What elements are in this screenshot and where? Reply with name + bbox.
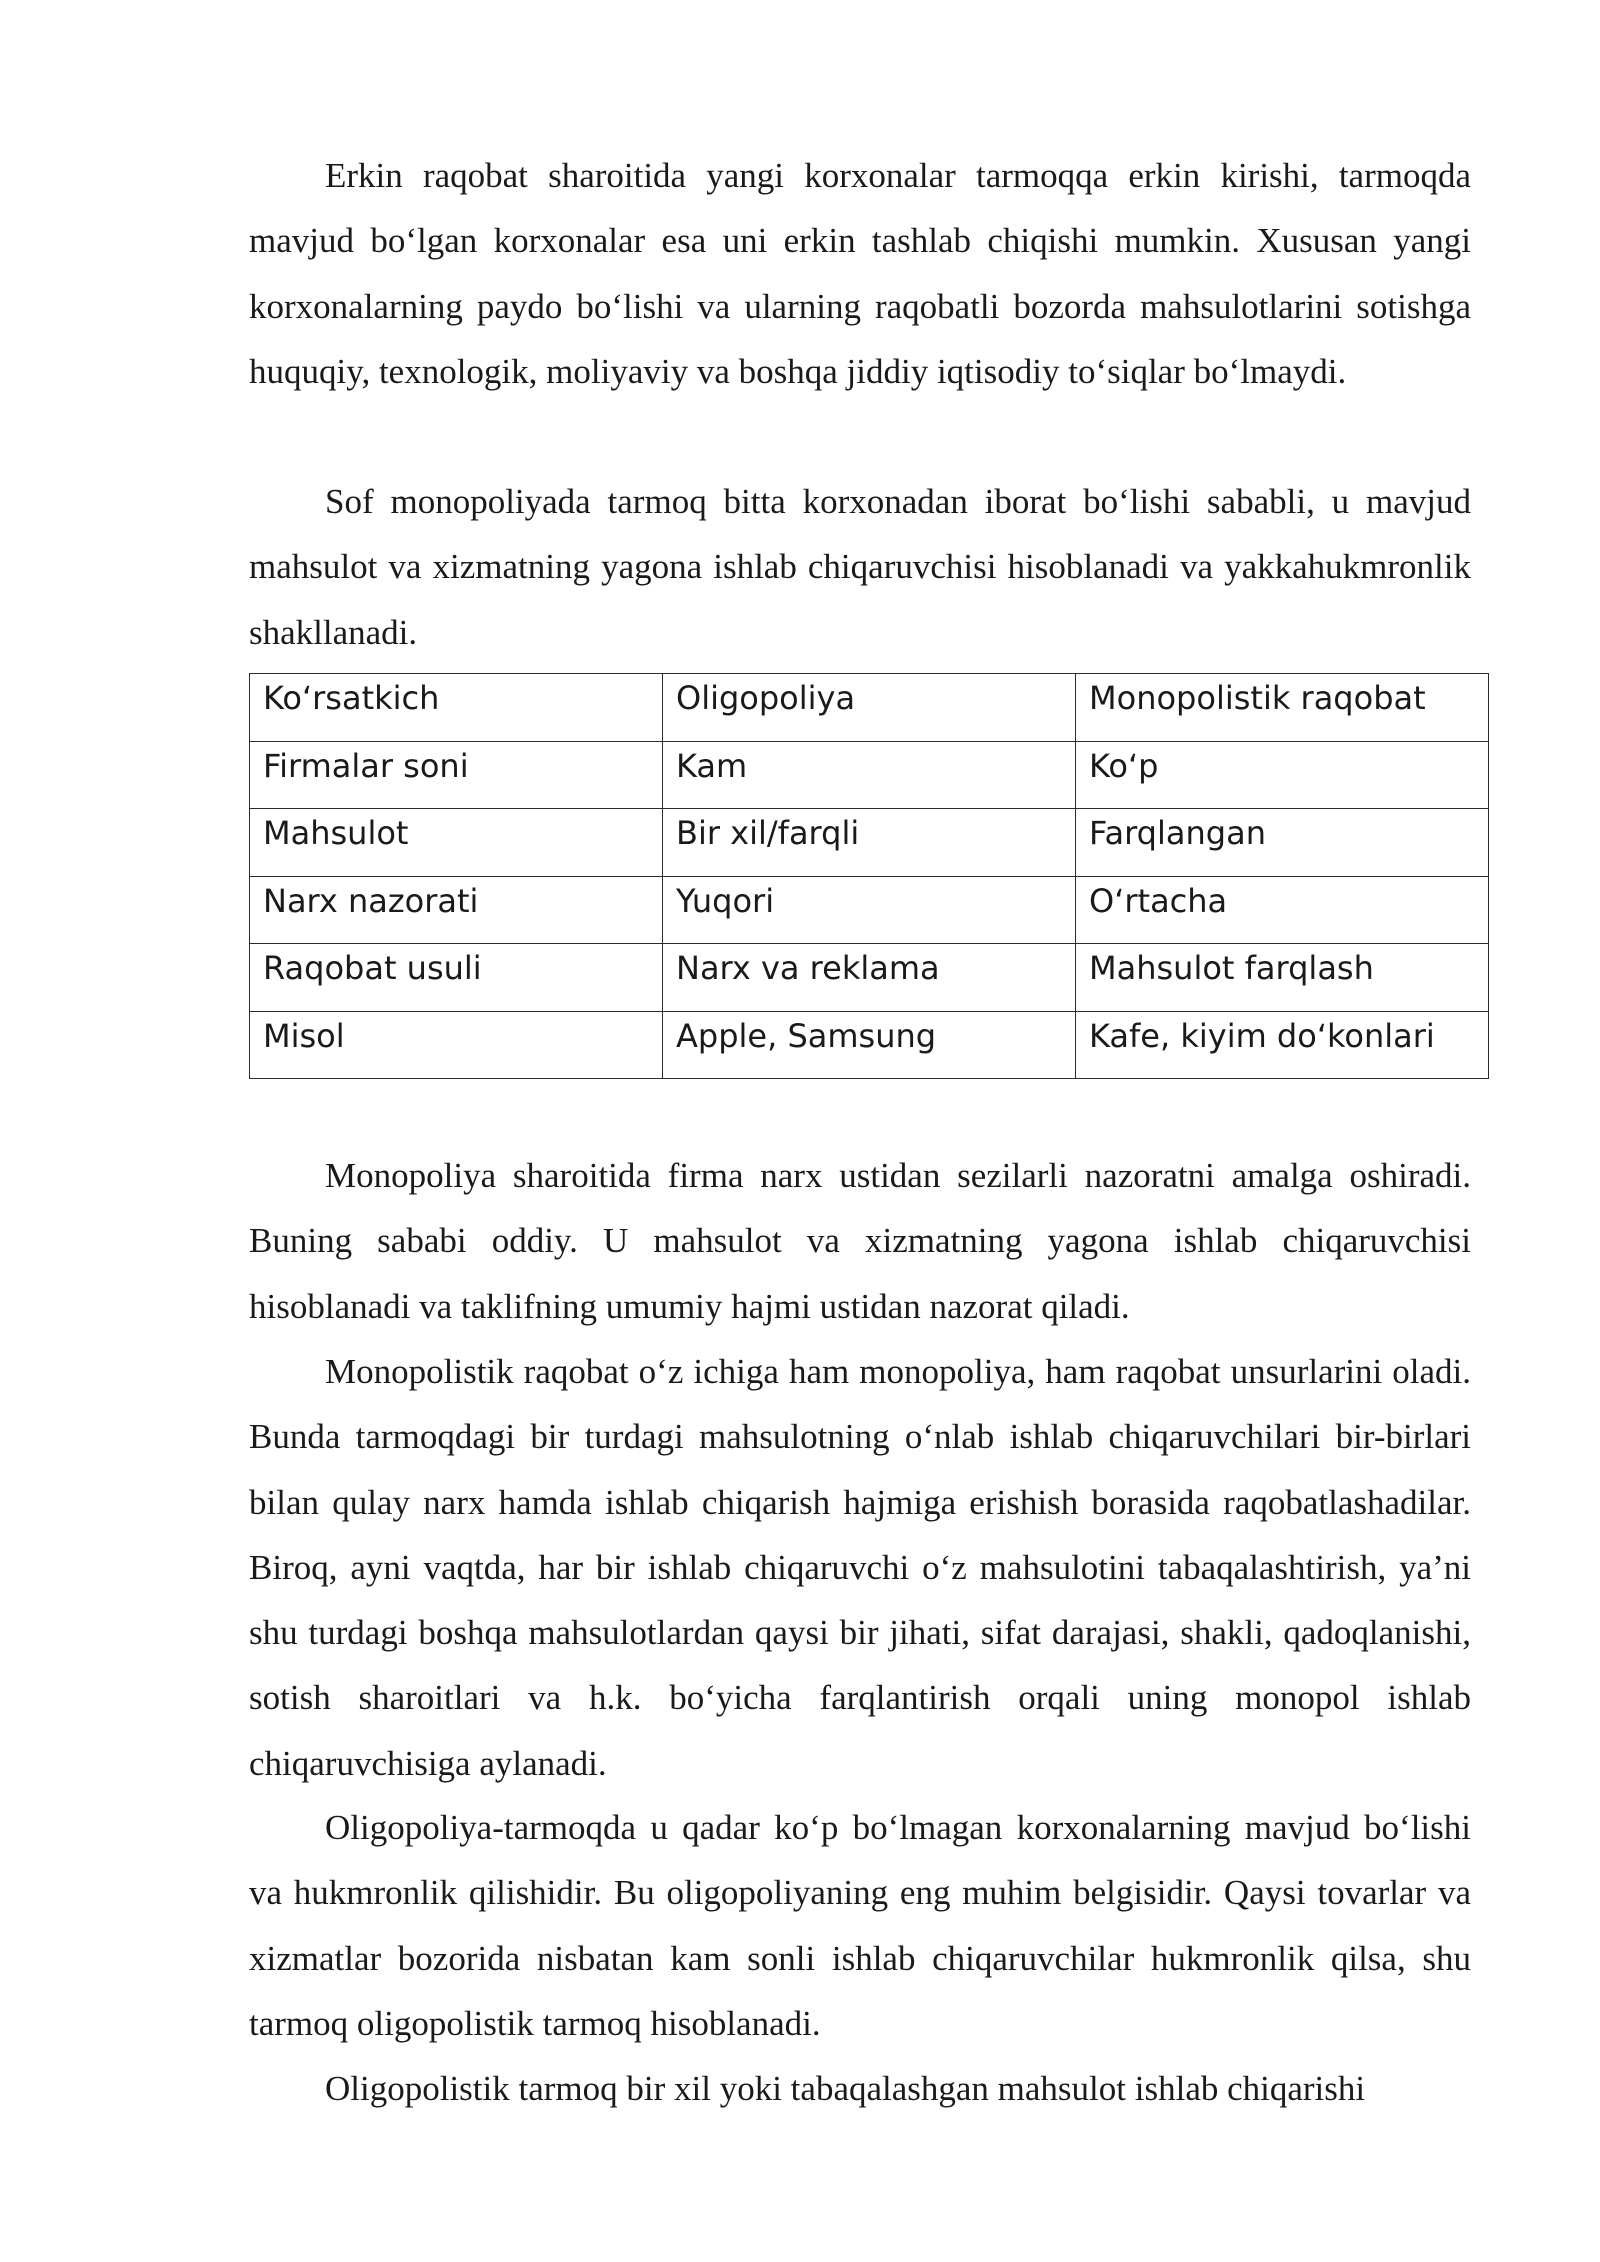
paragraph-monopoly-control: Monopoliya sharoitida firma narx ustidan sezilarli nazoratni amalga oshiradi. Buning sababi oddiy. U mahsulot va xizmatning yagona ishlab chiqaruvchisi hisoblanadi va taklifning umumiy hajmi ustidan nazorat qiladi.: [249, 1156, 1471, 1326]
table-cell: Ko‘rsatkich: [250, 674, 663, 742]
table-cell: Mahsulot: [250, 809, 663, 877]
table-cell: Bir xil/farqli: [663, 809, 1076, 877]
table-cell: Yuqori: [663, 876, 1076, 944]
table-cell: Kam: [663, 741, 1076, 809]
table-cell: Narx nazorati: [250, 876, 663, 944]
paragraph-oligopolistic-industry: Oligopolistik tarmoq bir xil yoki tabaqalashgan mahsulot ishlab chiqarishi: [325, 2069, 1366, 2108]
table-cell: Mahsulot farqlash: [1076, 944, 1489, 1012]
table-cell: Misol: [250, 1011, 663, 1079]
paragraph-free-competition: Erkin raqobat sharoitida yangi korxonalar tarmoqqa erkin kirishi, tarmoqda mavjud bo‘lgan korxonalar esa uni erkin tashlab chiqishi mumkin. Xususan yangi korxonalarning paydo bo‘lishi va ularning raqobatli bozorda mahsulotlarini sotishga huquqiy, texnologik, moliyaviy va boshqa jiddiy iqtisodiy to‘siqlar bo‘lmaydi.: [249, 156, 1471, 391]
table-row: [250, 809, 1489, 877]
table-cell: Kafe, kiyim do‘konlari: [1076, 1011, 1489, 1079]
paragraph-pure-monopoly: Sof monopoliyada tarmoq bitta korxonadan iborat bo‘lishi sababli, u mavjud mahsulot va xizmatning yagona ishlab chiqaruvchisi hisoblanadi va yakkahukmronlik shakllanadi.: [249, 482, 1471, 652]
table-row: [250, 944, 1489, 1012]
comparison-table: [249, 673, 1489, 1079]
table-cell: Firmalar soni: [250, 741, 663, 809]
table-cell: Ko‘p: [1076, 741, 1489, 809]
table-row: [250, 876, 1489, 944]
table-row: [250, 1011, 1489, 1079]
table-cell: Monopolistik raqobat: [1076, 674, 1489, 742]
table-row: [250, 674, 1489, 742]
paragraph-monopolistic-competition: Monopolistik raqobat o‘z ichiga ham monopoliya, ham raqobat unsurlarini oladi. Bunda tarmoqdagi bir turdagi mahsulotning o‘nlab ishlab chiqaruvchilari bir-birlari bilan qulay narx hamda ishlab chiqarish hajmiga erishish borasida raqobatlashadilar. Biroq, ayni vaqtda, har bir ishlab chiqaruvchi o‘z mahsulotini tabaqalashtirish, ya’ni shu turdagi boshqa mahsulotlardan qaysi bir jihati, sifat darajasi, shakli, qadoqlanishi, sotish sharoitlari va h.k. bo‘yicha farqlantirish orqali uning monopol ishlab chiqaruvchisiga aylanadi.: [249, 1352, 1471, 1783]
table-cell: Farqlangan: [1076, 809, 1489, 877]
table-cell: Apple, Samsung: [663, 1011, 1076, 1079]
table-row: [250, 741, 1489, 809]
table-cell: Raqobat usuli: [250, 944, 663, 1012]
table-cell: Narx va reklama: [663, 944, 1076, 1012]
table-cell: Oligopoliya: [663, 674, 1076, 742]
table-cell: O‘rtacha: [1076, 876, 1489, 944]
paragraph-oligopoly: Oligopoliya-tarmoqda u qadar ko‘p bo‘lmagan korxonalarning mavjud bo‘lishi va hukmronlik qilishidir. Bu oligopoliyaning eng muhim belgisidir. Qaysi tovarlar va xizmatlar bozorida nisbatan kam sonli ishlab chiqaruvchilar hukmronlik qilsa, shu tarmoq oligopolistik tarmoq hisoblanadi.: [249, 1808, 1471, 2043]
